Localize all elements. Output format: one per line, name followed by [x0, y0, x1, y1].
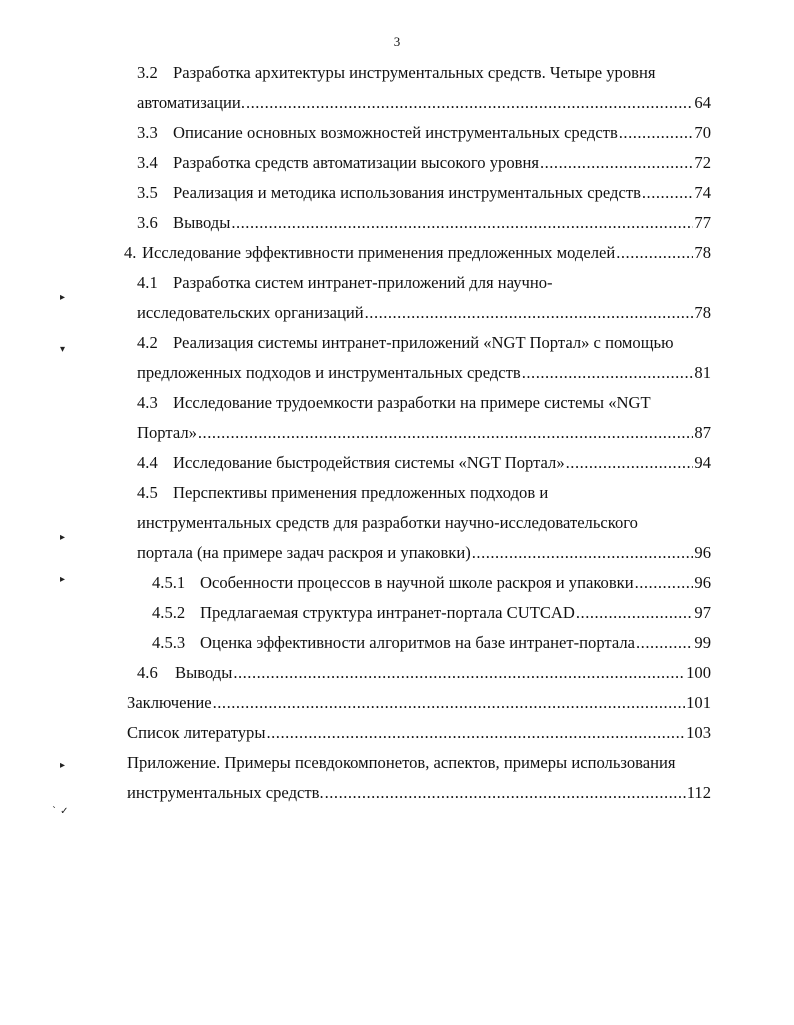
leader-dots	[616, 238, 693, 268]
scan-mark: ▸	[60, 760, 66, 771]
toc-entry-4-2	[137, 328, 673, 358]
toc-number: 3.2	[137, 63, 158, 82]
leader-dots	[642, 178, 694, 208]
toc-entry-4-5-last	[137, 538, 711, 568]
toc-number: 4.4	[137, 453, 158, 472]
toc-page: 81	[694, 363, 711, 382]
toc-page: 77	[694, 213, 711, 232]
leader-dots	[472, 538, 694, 568]
toc-title: Список литературы	[127, 723, 266, 742]
toc-title: Разработка систем интранет-приложений для научно-	[173, 273, 553, 292]
toc-page: 94	[694, 453, 711, 472]
toc-page: 112	[686, 783, 711, 802]
leader-dots	[636, 628, 693, 658]
toc-entry-4-3	[137, 388, 651, 418]
leader-dots	[576, 598, 694, 628]
toc-page: 103	[686, 723, 711, 742]
toc-number: 4.5.1	[152, 573, 186, 592]
toc-title: инструментальных средств для разработки научно-исследовательского	[137, 513, 638, 532]
leader-dots	[522, 358, 694, 388]
toc-page: 74	[694, 183, 711, 202]
toc-page: 78	[694, 303, 711, 322]
leader-dots	[566, 448, 694, 478]
toc-number: 4.2	[137, 333, 158, 352]
toc-entry-appendix-last	[127, 778, 711, 808]
toc-number: 4.	[124, 243, 137, 262]
toc-number: 4.3	[137, 393, 158, 412]
toc-title: Исследование быстродействия системы «NGT Портал»	[173, 453, 565, 472]
toc-page: 70	[694, 123, 711, 142]
toc-entry-conclusion	[127, 688, 711, 718]
toc-title: Приложение. Примеры псевдокомпонетов, аспектов, примеры использования	[127, 753, 676, 772]
leader-dots	[231, 208, 693, 238]
toc-title: автоматизации.	[137, 93, 245, 112]
toc-entry-3-5	[137, 178, 711, 208]
toc-entry-4-5-3	[152, 628, 711, 658]
scan-mark: ` ✓	[52, 806, 69, 817]
toc-entry-4-5-line2	[137, 508, 638, 538]
toc-title: инструментальных средств.	[127, 783, 324, 802]
toc-number: 4.5.3	[152, 633, 186, 652]
toc-entry-4-6	[137, 658, 711, 688]
toc-page: 97	[694, 603, 711, 622]
toc-title: Оценка эффективности алгоритмов на базе интранет-портала	[200, 633, 636, 652]
toc-title: Портал»	[137, 423, 197, 442]
page-number: 3	[393, 34, 401, 49]
toc-number: 3.4	[137, 153, 158, 172]
toc-title: исследовательских организаций	[137, 303, 364, 322]
toc-title: Перспективы применения предложенных подходов и	[173, 483, 549, 502]
toc-number: 4.5	[137, 483, 158, 502]
toc-title: Заключение	[127, 693, 212, 712]
scan-mark: ▾	[60, 344, 66, 355]
toc-entry-appendix	[127, 748, 676, 778]
toc-page: 64	[694, 93, 711, 112]
toc-number: 4.6	[137, 663, 158, 682]
toc-number: 3.3	[137, 123, 158, 142]
toc-title: Разработка средств автоматизации высокого уровня	[173, 153, 539, 172]
toc-page: 96	[694, 573, 711, 592]
toc-entry-3-4	[137, 148, 711, 178]
leader-dots	[619, 118, 694, 148]
toc-entry-4-2-last	[137, 358, 711, 388]
toc-page: 99	[694, 633, 711, 652]
toc-title: портала (на примере задач раскроя и упаковки)	[137, 543, 471, 562]
leader-dots	[325, 778, 686, 808]
toc-page: 96	[694, 543, 711, 562]
toc-entry-4-1-last	[137, 298, 711, 328]
leader-dots	[246, 88, 693, 118]
leader-dots	[635, 568, 694, 598]
toc-title: Выводы	[173, 213, 231, 232]
toc-number: 4.1	[137, 273, 158, 292]
leader-dots	[198, 418, 694, 448]
toc-entry-4	[124, 238, 711, 268]
leader-dots	[213, 688, 685, 718]
toc-title: Предлагаемая структура интранет-портала CUTCAD	[200, 603, 575, 622]
toc-entry-references	[127, 718, 711, 748]
leader-dots	[365, 298, 694, 328]
toc-entry-4-3-last	[137, 418, 711, 448]
toc-title: Описание основных возможностей инструментальных средств	[173, 123, 618, 142]
toc-entry-4-5-1	[152, 568, 711, 598]
scan-mark: ▸	[60, 292, 66, 303]
toc-entry-4-5	[137, 478, 548, 508]
toc-entry-3-6	[137, 208, 711, 238]
toc-entry-3-2-last	[137, 88, 711, 118]
toc-entry-4-4	[137, 448, 711, 478]
toc-title: Особенности процессов в научной школе раскроя и упаковки	[200, 573, 634, 592]
leader-dots	[233, 658, 685, 688]
toc-entry-4-1	[137, 268, 553, 298]
toc-page: 101	[686, 693, 711, 712]
toc-entry-3-3	[137, 118, 711, 148]
toc-number: 3.5	[137, 183, 158, 202]
scan-mark: ▸	[60, 532, 66, 543]
toc-entry-4-5-2	[152, 598, 711, 628]
toc-title: Исследование трудоемкости разработки на примере системы «NGT	[173, 393, 651, 412]
toc-page: 87	[694, 423, 711, 442]
toc-title: предложенных подходов и инструментальных средств	[137, 363, 521, 382]
toc-title: Исследование эффективности применения предложенных моделей	[142, 243, 616, 262]
toc-title: Выводы	[175, 663, 233, 682]
toc-page: 72	[694, 153, 711, 172]
leader-dots	[540, 148, 693, 178]
scan-mark: ▸	[60, 574, 66, 585]
toc-number: 3.6	[137, 213, 158, 232]
toc-title: Реализация и методика использования инструментальных средств	[173, 183, 641, 202]
toc-entry-3-2	[137, 58, 656, 88]
toc-title: Реализация системы интранет-приложений «NGT Портал» с помощью	[173, 333, 674, 352]
toc-number: 4.5.2	[152, 603, 186, 622]
leader-dots	[267, 718, 686, 748]
toc-title: Разработка архитектуры инструментальных средств. Четыре уровня	[173, 63, 656, 82]
toc-page: 78	[694, 243, 711, 262]
toc-page: 100	[686, 663, 711, 682]
